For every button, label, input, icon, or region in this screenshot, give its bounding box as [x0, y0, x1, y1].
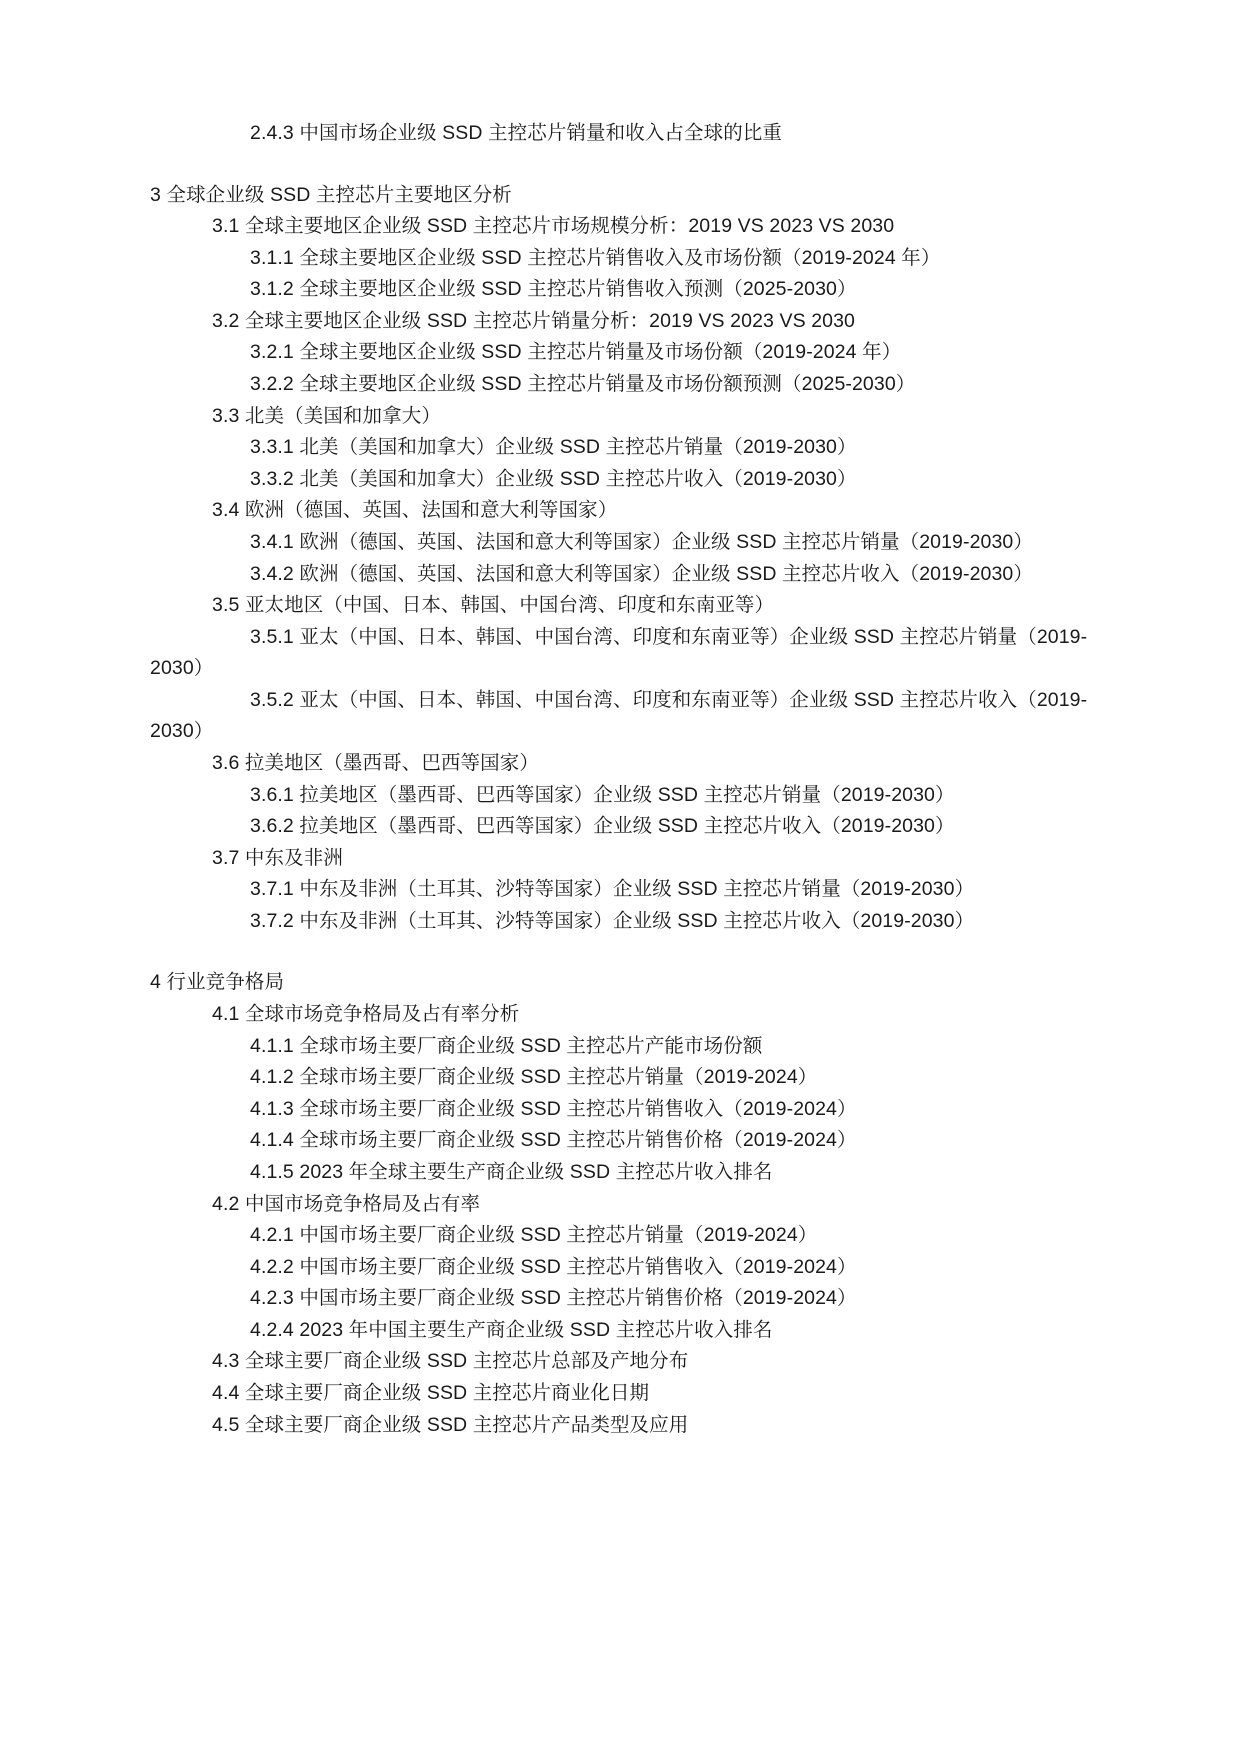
toc-entry-3-7: 3.7 中东及非洲 [212, 846, 343, 869]
toc-entry-4-2-4: 4.2.4 2023 年中国主要生产商企业级 SSD 主控芯片收入排名 [250, 1318, 773, 1341]
table-of-contents [150, 118, 1090, 1441]
toc-entry-4-1-2: 4.1.2 全球市场主要厂商企业级 SSD 主控芯片销量（2019-2024） [250, 1066, 818, 1089]
toc-entry-4-5: 4.5 全球主要厂商企业级 SSD 主控芯片产品类型及应用 [212, 1413, 689, 1436]
toc-entry-3-6: 3.6 拉美地区（墨西哥、巴西等国家） [212, 751, 539, 774]
toc-entry-3-1-1: 3.1.1 全球主要地区企业级 SSD 主控芯片销售收入及市场份额（2019-2024 年） [250, 246, 941, 269]
toc-entry-4-2-3: 4.2.3 中国市场主要厂商企业级 SSD 主控芯片销售价格（2019-2024） [250, 1287, 857, 1310]
toc-entry-3-5-2: 3.5.2 亚太（中国、日本、韩国、中国台湾、印度和东南亚等）企业级 SSD 主控芯片收入（2019-2030） [150, 688, 1088, 743]
toc-entry-3-4: 3.4 欧洲（德国、英国、法国和意大利等国家） [212, 499, 618, 522]
toc-entry-3-6-1: 3.6.1 拉美地区（墨西哥、巴西等国家）企业级 SSD 主控芯片销量（2019-2030） [250, 783, 955, 806]
toc-entry-4-1-3: 4.1.3 全球市场主要厂商企业级 SSD 主控芯片销售收入（2019-2024） [250, 1097, 857, 1120]
toc-entry-3-2-1: 3.2.1 全球主要地区企业级 SSD 主控芯片销量及市场份额（2019-2024 年） [250, 341, 902, 364]
toc-entry-3-3-2: 3.3.2 北美（美国和加拿大）企业级 SSD 主控芯片收入（2019-2030） [250, 467, 857, 490]
toc-entry-4-4: 4.4 全球主要厂商企业级 SSD 主控芯片商业化日期 [212, 1381, 650, 1404]
toc-entry-3-3-1: 3.3.1 北美（美国和加拿大）企业级 SSD 主控芯片销量（2019-2030） [250, 436, 857, 459]
toc-entry-4-3: 4.3 全球主要厂商企业级 SSD 主控芯片总部及产地分布 [212, 1350, 689, 1373]
toc-entry-3-5: 3.5 亚太地区（中国、日本、韩国、中国台湾、印度和东南亚等） [212, 594, 775, 617]
toc-heading-chapter-3: 3 全球企业级 SSD 主控芯片主要地区分析 [150, 183, 512, 206]
toc-entry-3-4-2: 3.4.2 欧洲（德国、英国、法国和意大利等国家）企业级 SSD 主控芯片收入（2019-2030） [250, 562, 1033, 585]
toc-entry-3-1-2: 3.1.2 全球主要地区企业级 SSD 主控芯片销售收入预测（2025-2030） [250, 278, 857, 301]
toc-entry-4-2-2: 4.2.2 中国市场主要厂商企业级 SSD 主控芯片销售收入（2019-2024） [250, 1255, 857, 1278]
toc-entry-2-4-3: 2.4.3 中国市场企业级 SSD 主控芯片销量和收入占全球的比重 [250, 122, 783, 144]
toc-entry-4-2: 4.2 中国市场竞争格局及占有率 [212, 1192, 481, 1215]
section-spacer-2 [150, 937, 1090, 967]
toc-entry-3-4-1: 3.4.1 欧洲（德国、英国、法国和意大利等国家）企业级 SSD 主控芯片销量（2019-2030） [250, 530, 1033, 553]
toc-entry-3-5-1: 3.5.1 亚太（中国、日本、韩国、中国台湾、印度和东南亚等）企业级 SSD 主控芯片销量（2019-2030） [150, 625, 1088, 680]
toc-entry-4-1-1: 4.1.1 全球市场主要厂商企业级 SSD 主控芯片产能市场份额 [250, 1034, 763, 1057]
toc-entry-4-1-4: 4.1.4 全球市场主要厂商企业级 SSD 主控芯片销售价格（2019-2024） [250, 1129, 857, 1152]
section-spacer [150, 150, 1090, 180]
toc-entry-4-1-5: 4.1.5 2023 年全球主要生产商企业级 SSD 主控芯片收入排名 [250, 1160, 773, 1183]
toc-entry-3-2: 3.2 全球主要地区企业级 SSD 主控芯片销量分析：2019 VS 2023 VS 2030 [212, 309, 855, 332]
toc-entry-4-1: 4.1 全球市场竞争格局及占有率分析 [212, 1003, 520, 1026]
toc-entry-3-3: 3.3 北美（美国和加拿大） [212, 404, 441, 427]
toc-heading-chapter-4: 4 行业竞争格局 [150, 971, 285, 994]
toc-entry-4-2-1: 4.2.1 中国市场主要厂商企业级 SSD 主控芯片销量（2019-2024） [250, 1224, 818, 1247]
toc-entry-3-6-2: 3.6.2 拉美地区（墨西哥、巴西等国家）企业级 SSD 主控芯片收入（2019-2030） [250, 815, 955, 838]
toc-entry-3-1: 3.1 全球主要地区企业级 SSD 主控芯片市场规模分析：2019 VS 2023 VS 2030 [212, 215, 895, 238]
toc-entry-3-7-1: 3.7.1 中东及非洲（土耳其、沙特等国家）企业级 SSD 主控芯片销量（2019-2030） [250, 878, 975, 901]
toc-entry-3-7-2: 3.7.2 中东及非洲（土耳其、沙特等国家）企业级 SSD 主控芯片收入（2019-2030） [250, 909, 975, 932]
toc-entry-3-2-2: 3.2.2 全球主要地区企业级 SSD 主控芯片销量及市场份额预测（2025-2030） [250, 373, 916, 396]
